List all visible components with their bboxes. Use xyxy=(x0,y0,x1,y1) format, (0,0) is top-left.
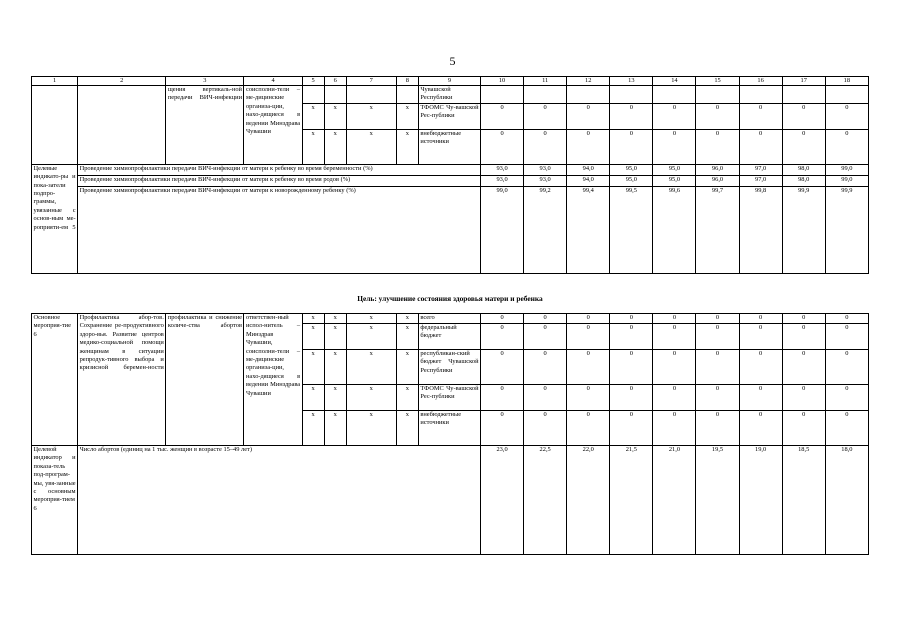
indicator-value-cell: 93,0 xyxy=(481,175,524,186)
value-cell: 0 xyxy=(610,385,653,411)
value-cell: 0 xyxy=(610,350,653,385)
value-cell: 0 xyxy=(696,385,739,411)
code-cell: x xyxy=(346,129,396,164)
code-cell: x xyxy=(302,103,324,129)
value-cell: 0 xyxy=(524,129,567,164)
code-cell: x xyxy=(346,411,396,446)
value-cell xyxy=(782,86,825,104)
indicator-value-cell: 18,5 xyxy=(782,446,825,555)
value-cell: 0 xyxy=(481,129,524,164)
executor-cell: ответствен-ный испол-нитель – Минздрав Чувашии, соисполни-тели – ме-дицинские организа-ции, нахо-дящиеся в ведении Минздрава Чувашии xyxy=(244,314,302,446)
value-cell: 0 xyxy=(696,103,739,129)
code-cell: x xyxy=(302,324,324,350)
indicator-value-cell: 99,0 xyxy=(825,175,868,186)
value-cell: 0 xyxy=(739,129,782,164)
code-cell: x xyxy=(346,324,396,350)
column-number-cell: 1 xyxy=(32,77,78,86)
value-cell: 0 xyxy=(567,350,610,385)
value-cell: 0 xyxy=(825,129,868,164)
indicator-value-cell: 99,9 xyxy=(825,186,868,273)
funding-source-cell: внебюджетные источники xyxy=(418,411,480,446)
column-number-cell: 6 xyxy=(324,77,346,86)
value-cell: 0 xyxy=(653,324,696,350)
value-cell: 0 xyxy=(653,129,696,164)
value-cell: 0 xyxy=(782,411,825,446)
value-cell: 0 xyxy=(653,350,696,385)
value-cell: 0 xyxy=(696,350,739,385)
indicator-name-cell: Проведение химиопрофилактики передачи ВИЧ-инфекции от матери к ребенку во время беременности (%) xyxy=(78,164,481,175)
value-cell: 0 xyxy=(567,129,610,164)
value-cell: 0 xyxy=(567,103,610,129)
column-number-cell: 15 xyxy=(696,77,739,86)
indicator-value-cell: 19,5 xyxy=(696,446,739,555)
column-number-cell: 7 xyxy=(346,77,396,86)
value-cell: 0 xyxy=(481,385,524,411)
indicator-value-cell: 93,0 xyxy=(524,164,567,175)
funding-source-cell: всего xyxy=(418,314,480,324)
value-cell xyxy=(567,86,610,104)
indicator-value-cell: 21,0 xyxy=(653,446,696,555)
indicator-name-cell: Проведение химиопрофилактики передачи ВИЧ-инфекции от матери к ребенку во время родов (%) xyxy=(78,175,481,186)
column-number-cell: 16 xyxy=(739,77,782,86)
indicator-value-cell: 99,0 xyxy=(481,186,524,273)
value-cell: 0 xyxy=(739,324,782,350)
value-cell: 0 xyxy=(610,129,653,164)
column-number-cell: 11 xyxy=(524,77,567,86)
value-cell: 0 xyxy=(696,314,739,324)
column-number-cell: 10 xyxy=(481,77,524,86)
value-cell: 0 xyxy=(653,314,696,324)
code-cell: x xyxy=(396,103,418,129)
value-cell xyxy=(524,86,567,104)
value-cell: 0 xyxy=(696,411,739,446)
value-cell: 0 xyxy=(481,411,524,446)
code-cell: x xyxy=(396,129,418,164)
indicator-value-cell: 95,0 xyxy=(610,175,653,186)
funding-source-cell: ТФОМС Чу-вашской Рес-публики xyxy=(418,385,480,411)
value-cell: 0 xyxy=(653,411,696,446)
indicator-name-cell: Проведение химиопрофилактики передачи ВИЧ-инфекции от матери к новорожденному ребенку (%) xyxy=(78,186,481,273)
column-number-cell: 18 xyxy=(825,77,868,86)
indicator-label-cell: Целевой индикатор и показа-тель под-програм-мы, увя-занные с основным мероприя-тием 6 xyxy=(32,446,78,555)
value-cell xyxy=(696,86,739,104)
value-cell: 0 xyxy=(782,129,825,164)
value-cell: 0 xyxy=(524,411,567,446)
code-cell: x xyxy=(346,314,396,324)
code-cell: x xyxy=(346,350,396,385)
value-cell: 0 xyxy=(782,324,825,350)
column-number-cell: 8 xyxy=(396,77,418,86)
code-cell xyxy=(302,86,324,104)
code-cell: x xyxy=(396,350,418,385)
executor-cell: соисполни-тели – ме-дицинские организа-ции, нахо-дящиеся в ведении Минздрава Чувашии xyxy=(244,86,302,165)
indicator-value-cell: 99,6 xyxy=(653,186,696,273)
code-cell: x xyxy=(324,385,346,411)
code-cell: x xyxy=(324,314,346,324)
empty-cell xyxy=(32,86,78,165)
value-cell: 0 xyxy=(524,385,567,411)
value-cell: 0 xyxy=(782,314,825,324)
indicator-value-cell: 99,5 xyxy=(610,186,653,273)
value-cell: 0 xyxy=(610,411,653,446)
expected-result-cell: щения вертикаль-ной передачи ВИЧ-инфекции xyxy=(166,86,244,165)
code-cell: x xyxy=(324,350,346,385)
code-cell: x xyxy=(396,385,418,411)
value-cell: 0 xyxy=(739,385,782,411)
indicator-value-cell: 99,4 xyxy=(567,186,610,273)
code-cell xyxy=(346,86,396,104)
indicator-value-cell: 23,0 xyxy=(481,446,524,555)
measure-description-cell: Профилактика абор-тов. Сохранение ре-продуктивного здоро-вья. Развитие центров медико-социальной помощи женщинам в ситуации репродук-тивного выбора и кризисной беремен-ности xyxy=(78,314,166,446)
code-cell xyxy=(324,86,346,104)
funding-source-cell: республикан-ский бюджет Чувашской Республики xyxy=(418,350,480,385)
value-cell: 0 xyxy=(567,411,610,446)
value-cell: 0 xyxy=(524,314,567,324)
code-cell: x xyxy=(324,324,346,350)
indicator-value-cell: 22,5 xyxy=(524,446,567,555)
funding-source-cell: ТФОМС Чу-вашской Рес-публики xyxy=(418,103,480,129)
indicator-row xyxy=(32,175,869,186)
value-cell xyxy=(610,86,653,104)
value-cell: 0 xyxy=(481,350,524,385)
code-cell: x xyxy=(346,385,396,411)
program-table-part2 xyxy=(31,313,869,555)
indicator-value-cell: 97,0 xyxy=(739,175,782,186)
value-cell: 0 xyxy=(524,350,567,385)
value-cell: 0 xyxy=(567,314,610,324)
code-cell: x xyxy=(324,103,346,129)
column-number-cell: 12 xyxy=(567,77,610,86)
code-cell: x xyxy=(302,385,324,411)
value-cell: 0 xyxy=(825,350,868,385)
code-cell xyxy=(396,86,418,104)
value-cell xyxy=(653,86,696,104)
value-cell: 0 xyxy=(567,385,610,411)
funding-source-cell: федеральный бюджет xyxy=(418,324,480,350)
code-cell: x xyxy=(346,103,396,129)
indicator-value-cell: 98,0 xyxy=(782,164,825,175)
value-cell: 0 xyxy=(825,324,868,350)
value-cell: 0 xyxy=(696,129,739,164)
indicator-value-cell: 96,0 xyxy=(696,164,739,175)
value-cell: 0 xyxy=(524,103,567,129)
indicator-value-cell: 99,0 xyxy=(825,164,868,175)
value-cell: 0 xyxy=(481,314,524,324)
column-number-cell: 14 xyxy=(653,77,696,86)
program-table-part1 xyxy=(31,76,869,274)
column-number-cell: 5 xyxy=(302,77,324,86)
value-cell: 0 xyxy=(825,103,868,129)
indicator-value-cell: 18,0 xyxy=(825,446,868,555)
page-number: 5 xyxy=(449,54,456,68)
indicator-value-cell: 99,7 xyxy=(696,186,739,273)
indicator-value-cell: 95,0 xyxy=(610,164,653,175)
indicator-label-cell: Целевые индикато-ры и пока-затели подпро-граммы, увязанные с основ-ным ме-роприяти-ем 5 xyxy=(32,164,78,273)
indicator-value-cell: 21,5 xyxy=(610,446,653,555)
code-cell: x xyxy=(396,314,418,324)
column-number-cell: 2 xyxy=(78,77,166,86)
value-cell: 0 xyxy=(739,411,782,446)
value-cell: 0 xyxy=(739,103,782,129)
indicator-value-cell: 97,0 xyxy=(739,164,782,175)
value-cell: 0 xyxy=(782,385,825,411)
indicator-value-cell: 95,0 xyxy=(653,164,696,175)
code-cell: x xyxy=(324,129,346,164)
indicator-value-cell: 93,0 xyxy=(524,175,567,186)
value-cell: 0 xyxy=(653,385,696,411)
code-cell: x xyxy=(396,411,418,446)
funding-source-cell: Чувашской Республики xyxy=(418,86,480,104)
indicator-value-cell: 22,0 xyxy=(567,446,610,555)
value-cell xyxy=(825,86,868,104)
indicator-value-cell: 94,0 xyxy=(567,175,610,186)
code-cell: x xyxy=(302,314,324,324)
indicator-row xyxy=(32,164,869,175)
value-cell xyxy=(481,86,524,104)
value-cell: 0 xyxy=(696,324,739,350)
value-cell: 0 xyxy=(825,314,868,324)
code-cell: x xyxy=(302,411,324,446)
indicator-name-cell: Число абортов (единиц на 1 тыс. женщин в возрасте 15–49 лет) xyxy=(78,446,481,555)
indicator-value-cell: 98,0 xyxy=(782,175,825,186)
value-cell: 0 xyxy=(653,103,696,129)
value-cell: 0 xyxy=(481,324,524,350)
code-cell: x xyxy=(324,411,346,446)
empty-cell xyxy=(78,86,166,165)
indicator-value-cell: 19,0 xyxy=(739,446,782,555)
value-cell: 0 xyxy=(739,350,782,385)
value-cell: 0 xyxy=(610,314,653,324)
column-number-cell: 3 xyxy=(166,77,244,86)
column-number-cell: 13 xyxy=(610,77,653,86)
indicator-value-cell: 96,0 xyxy=(696,175,739,186)
column-number-cell: 4 xyxy=(244,77,302,86)
value-cell: 0 xyxy=(782,350,825,385)
indicator-value-cell: 94,0 xyxy=(567,164,610,175)
indicator-value-cell: 99,8 xyxy=(739,186,782,273)
measure-name-cell: Основное мероприя-тие 6 xyxy=(32,314,78,446)
indicator-value-cell: 99,2 xyxy=(524,186,567,273)
funding-row xyxy=(32,86,869,104)
indicator-value-cell: 93,0 xyxy=(481,164,524,175)
value-cell: 0 xyxy=(610,324,653,350)
value-cell: 0 xyxy=(524,324,567,350)
value-cell: 0 xyxy=(782,103,825,129)
column-number-cell: 9 xyxy=(418,77,480,86)
value-cell: 0 xyxy=(567,324,610,350)
code-cell: x xyxy=(396,324,418,350)
value-cell: 0 xyxy=(825,385,868,411)
goal-heading: Цель: улучшение состояния здоровья матери и ребенка xyxy=(357,294,543,303)
expected-result-cell: профилактика и снижение количе-ства абортов xyxy=(166,314,244,446)
indicator-row xyxy=(32,186,869,273)
indicator-value-cell: 99,9 xyxy=(782,186,825,273)
value-cell: 0 xyxy=(481,103,524,129)
indicator-value-cell: 95,0 xyxy=(653,175,696,186)
value-cell xyxy=(739,86,782,104)
indicator-row xyxy=(32,446,869,555)
column-number-cell: 17 xyxy=(782,77,825,86)
funding-source-cell: внебюджетные источники xyxy=(418,129,480,164)
code-cell: x xyxy=(302,350,324,385)
value-cell: 0 xyxy=(825,411,868,446)
column-number-row xyxy=(32,77,869,86)
value-cell: 0 xyxy=(610,103,653,129)
value-cell: 0 xyxy=(739,314,782,324)
funding-row xyxy=(32,314,869,324)
code-cell: x xyxy=(302,129,324,164)
